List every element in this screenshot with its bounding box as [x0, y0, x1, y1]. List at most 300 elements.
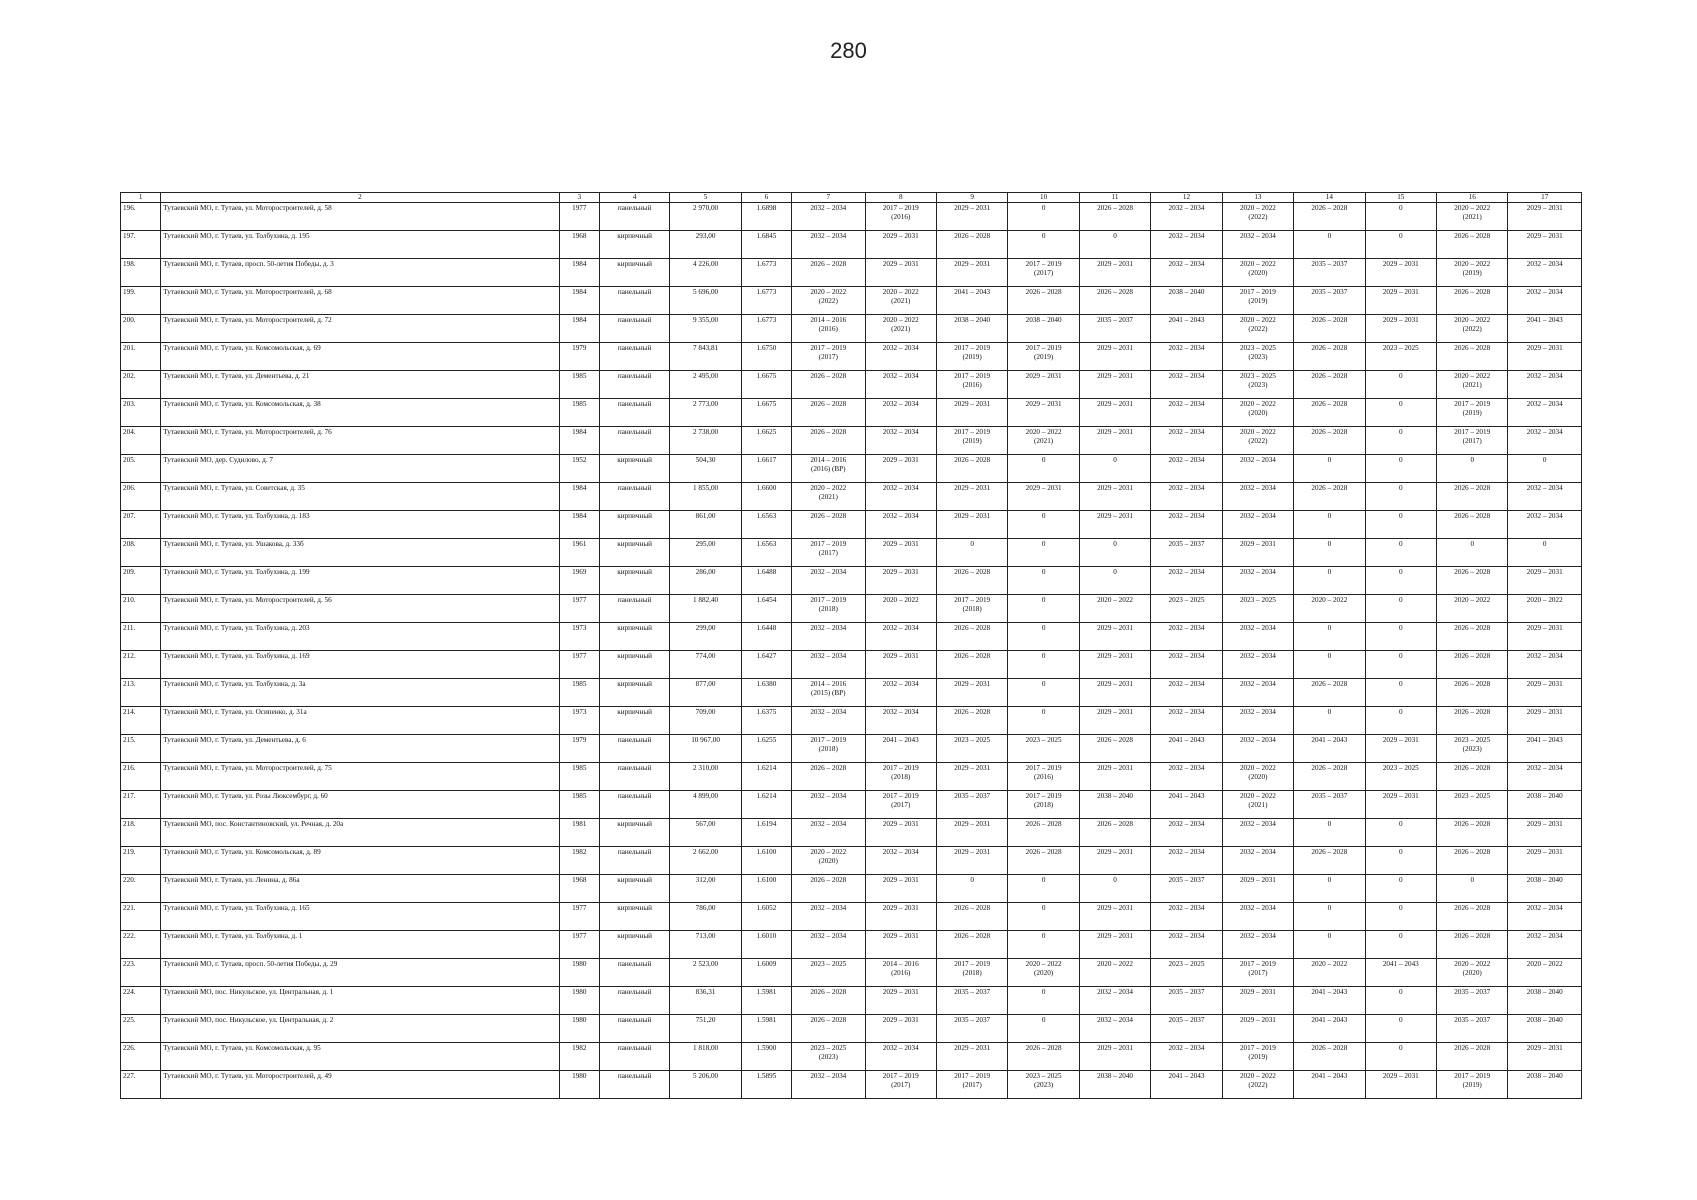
table-cell: 2032 – 2034	[865, 707, 936, 735]
table-cell: 2026 – 2028	[936, 455, 1007, 483]
table-cell: 2014 – 2016 (2016) (ВР)	[792, 455, 865, 483]
table-cell: 1984	[559, 511, 599, 539]
table-cell: 1968	[559, 875, 599, 903]
table-cell: 2029 – 2031	[1079, 259, 1150, 287]
table-cell: 1.6563	[741, 539, 791, 567]
table-cell: 2023 – 2025 (2023)	[1222, 371, 1293, 399]
table-cell: 2026 – 2028	[936, 707, 1007, 735]
table-cell: 2026 – 2028	[1437, 931, 1508, 959]
table-cell: 2032 – 2034	[865, 1043, 936, 1071]
table-cell: 2017 – 2019 (2019)	[1222, 1043, 1293, 1071]
table-cell: 2017 – 2019 (2018)	[792, 595, 865, 623]
table-cell: 2029 – 2031	[1079, 679, 1150, 707]
column-header-12: 12	[1151, 193, 1222, 203]
table-cell: 0	[1294, 567, 1365, 595]
row-number-cell: 204.	[121, 427, 161, 455]
row-number-cell: 207.	[121, 511, 161, 539]
table-cell: 2026 – 2028	[1437, 679, 1508, 707]
table-cell: 1968	[559, 231, 599, 259]
table-cell: 2026 – 2028	[1437, 819, 1508, 847]
table-row	[121, 903, 1582, 931]
table-cell: 0	[1365, 1015, 1436, 1043]
row-number-cell: 208.	[121, 539, 161, 567]
table-cell: 2029 – 2031	[1222, 875, 1293, 903]
table-cell: 2032 – 2034	[1222, 819, 1293, 847]
table-cell: панельный	[599, 987, 669, 1015]
table-cell: 2038 – 2040	[1508, 1015, 1582, 1043]
table-cell: 0	[936, 539, 1007, 567]
table-cell: 2035 – 2037	[1151, 875, 1222, 903]
table-cell: 0	[1365, 679, 1436, 707]
table-cell: 1.6375	[741, 707, 791, 735]
table-row	[121, 287, 1582, 315]
table-cell: 1980	[559, 1071, 599, 1099]
table-cell: 2 523,00	[670, 959, 741, 987]
table-cell: 1984	[559, 427, 599, 455]
table-row	[121, 623, 1582, 651]
address-cell: Тутаевский МО, г. Тутаев, ул. Толбухина, д. 183	[161, 511, 559, 539]
table-cell: 2041 – 2043	[1365, 959, 1436, 987]
table-cell: 2035 – 2037	[1437, 987, 1508, 1015]
table-cell: 1985	[559, 791, 599, 819]
table-cell: 1.6380	[741, 679, 791, 707]
table-cell: 2032 – 2034	[1151, 819, 1222, 847]
table-cell: 2029 – 2031	[1508, 847, 1582, 875]
table-cell: 2029 – 2031	[865, 567, 936, 595]
table-cell: 2026 – 2028	[1437, 763, 1508, 791]
table-cell: панельный	[599, 203, 669, 231]
table-cell: 2032 – 2034	[1151, 763, 1222, 791]
address-cell: Тутаевский МО, г. Тутаев, ул. Толбухина, д. 199	[161, 567, 559, 595]
table-cell: 286,00	[670, 567, 741, 595]
table-cell: 1981	[559, 819, 599, 847]
table-cell: 2029 – 2031	[1079, 931, 1150, 959]
table-cell: 2020 – 2022	[1079, 959, 1150, 987]
table-row	[121, 259, 1582, 287]
table-cell: 1979	[559, 735, 599, 763]
table-cell: панельный	[599, 763, 669, 791]
table-cell: 2026 – 2028	[1008, 819, 1079, 847]
table-cell: 2035 – 2037	[936, 987, 1007, 1015]
table-cell: 2026 – 2028	[792, 763, 865, 791]
table-cell: 2032 – 2034	[865, 847, 936, 875]
table-cell: 0	[1294, 539, 1365, 567]
table-cell: 2023 – 2025	[1222, 595, 1293, 623]
table-cell: 1952	[559, 455, 599, 483]
table-cell: кирпичный	[599, 903, 669, 931]
table-cell: 1985	[559, 763, 599, 791]
table-cell: 2020 – 2022 (2021)	[1222, 791, 1293, 819]
table-row	[121, 455, 1582, 483]
table-cell: 1969	[559, 567, 599, 595]
table-cell: 0	[1365, 847, 1436, 875]
table-cell: 1 818,00	[670, 1043, 741, 1071]
table-cell: 2020 – 2022	[865, 595, 936, 623]
table-cell: 2029 – 2031	[1008, 399, 1079, 427]
table-cell: 2032 – 2034	[1508, 651, 1582, 679]
table-cell: 2032 – 2034	[1508, 259, 1582, 287]
table-cell: 2032 – 2034	[1222, 931, 1293, 959]
table-cell: 2023 – 2025 (2023)	[792, 1043, 865, 1071]
table-cell: 2035 – 2037	[1294, 287, 1365, 315]
address-cell: Тутаевский МО, г. Тутаев, ул. Толбухина, д. 1	[161, 931, 559, 959]
housing-repair-schedule-table	[120, 192, 1582, 1099]
table-cell: 2029 – 2031	[1079, 343, 1150, 371]
table-cell: 1973	[559, 623, 599, 651]
table-cell: 2032 – 2034	[865, 679, 936, 707]
row-number-cell: 206.	[121, 483, 161, 511]
table-cell: 2017 – 2019 (2018)	[936, 595, 1007, 623]
table-cell: 2029 – 2031	[1508, 679, 1582, 707]
table-cell: 2029 – 2031	[936, 847, 1007, 875]
table-cell: панельный	[599, 343, 669, 371]
row-number-cell: 202.	[121, 371, 161, 399]
table-cell: 2029 – 2031	[1508, 1043, 1582, 1071]
table-cell: 2032 – 2034	[1079, 1015, 1150, 1043]
table-cell: 2026 – 2028	[936, 903, 1007, 931]
column-header-1: 1	[121, 193, 161, 203]
table-cell: 2032 – 2034	[792, 651, 865, 679]
table-row	[121, 959, 1582, 987]
table-cell: 2032 – 2034	[1151, 707, 1222, 735]
table-cell: 2029 – 2031	[865, 875, 936, 903]
table-cell: 2029 – 2031	[1079, 847, 1150, 875]
table-row	[121, 819, 1582, 847]
table-cell: 2023 – 2025 (2023)	[1222, 343, 1293, 371]
table-cell: 4 226,00	[670, 259, 741, 287]
table-cell: 2023 – 2025	[936, 735, 1007, 763]
table-cell: 2029 – 2031	[1508, 203, 1582, 231]
row-number-cell: 224.	[121, 987, 161, 1015]
table-cell: 1984	[559, 259, 599, 287]
table-cell: 2029 – 2031	[865, 931, 936, 959]
table-cell: 1.6600	[741, 483, 791, 511]
table-cell: кирпичный	[599, 539, 669, 567]
table-cell: 2026 – 2028	[1437, 231, 1508, 259]
table-cell: 0	[1294, 623, 1365, 651]
table-cell: 0	[1294, 931, 1365, 959]
table-cell: 2029 – 2031	[1079, 399, 1150, 427]
table-cell: 2032 – 2034	[865, 343, 936, 371]
table-cell: 2026 – 2028	[1294, 203, 1365, 231]
table-cell: 1 855,00	[670, 483, 741, 511]
table-cell: кирпичный	[599, 931, 669, 959]
table-row	[121, 707, 1582, 735]
table-cell: кирпичный	[599, 567, 669, 595]
row-number-cell: 201.	[121, 343, 161, 371]
table-cell: 2032 – 2034	[1151, 651, 1222, 679]
table-cell: 0	[1294, 455, 1365, 483]
table-row	[121, 399, 1582, 427]
table-cell: 2035 – 2037	[1294, 259, 1365, 287]
table-cell: 1.6845	[741, 231, 791, 259]
table-cell: 2029 – 2031	[1365, 791, 1436, 819]
table-row	[121, 343, 1582, 371]
address-cell: Тутаевский МО, г. Тутаев, ул. Советская, д. 35	[161, 483, 559, 511]
table-cell: 1977	[559, 203, 599, 231]
table-cell: 2029 – 2031	[936, 399, 1007, 427]
table-cell: 2032 – 2034	[1508, 903, 1582, 931]
column-header-9: 9	[936, 193, 1007, 203]
table-cell: 2026 – 2028	[1437, 623, 1508, 651]
address-cell: Тутаевский МО, г. Тутаев, ул. Дементьева, д. 21	[161, 371, 559, 399]
table-cell: 2026 – 2028	[792, 511, 865, 539]
table-cell: 2032 – 2034	[1508, 287, 1582, 315]
table-cell: 2029 – 2031	[936, 259, 1007, 287]
table-row	[121, 847, 1582, 875]
table-cell: 0	[1365, 455, 1436, 483]
table-cell: 0	[1294, 511, 1365, 539]
table-cell: 2032 – 2034	[1508, 763, 1582, 791]
table-cell: 1.6194	[741, 819, 791, 847]
table-cell: 0	[1365, 427, 1436, 455]
table-cell: 7 843,81	[670, 343, 741, 371]
table-cell: 2032 – 2034	[1222, 483, 1293, 511]
row-number-cell: 205.	[121, 455, 161, 483]
table-cell: панельный	[599, 791, 669, 819]
address-cell: Тутаевский МО, пос. Никульское, ул. Центральная, д. 1	[161, 987, 559, 1015]
table-cell: панельный	[599, 371, 669, 399]
table-cell: 2026 – 2028	[1437, 511, 1508, 539]
table-cell: 0	[1365, 819, 1436, 847]
table-cell: 2032 – 2034	[1151, 231, 1222, 259]
table-cell: кирпичный	[599, 679, 669, 707]
table-cell: 2038 – 2040	[1079, 791, 1150, 819]
table-cell: 1.6214	[741, 763, 791, 791]
table-cell: 0	[1365, 651, 1436, 679]
table-cell: 2029 – 2031	[1508, 567, 1582, 595]
table-cell: кирпичный	[599, 455, 669, 483]
table-cell: 751,20	[670, 1015, 741, 1043]
table-cell: 2026 – 2028	[1437, 1043, 1508, 1071]
table-cell: 0	[1079, 455, 1150, 483]
address-cell: Тутаевский МО, г. Тутаев, ул. Розы Люксембург, д. 60	[161, 791, 559, 819]
table-cell: 2026 – 2028	[792, 875, 865, 903]
address-cell: Тутаевский МО, г. Тутаев, ул. Моторостроителей, д. 56	[161, 595, 559, 623]
table-cell: 2029 – 2031	[936, 819, 1007, 847]
row-number-cell: 225.	[121, 1015, 161, 1043]
address-cell: Тутаевский МО, г. Тутаев, ул. Моторостроителей, д. 72	[161, 315, 559, 343]
table-cell: панельный	[599, 735, 669, 763]
table-cell: 2032 – 2034	[792, 819, 865, 847]
table-cell: 2032 – 2034	[1151, 903, 1222, 931]
table-cell: 1.5981	[741, 987, 791, 1015]
table-cell: 2017 – 2019 (2019)	[1437, 1071, 1508, 1099]
table-cell: 2029 – 2031	[865, 1015, 936, 1043]
table-row	[121, 483, 1582, 511]
table-cell: 2020 – 2022	[1079, 595, 1150, 623]
table-cell: 2014 – 2016 (2016)	[865, 959, 936, 987]
table-cell: 1.6427	[741, 651, 791, 679]
table-cell: 2032 – 2034	[792, 203, 865, 231]
table-row	[121, 567, 1582, 595]
table-cell: 2032 – 2034	[792, 567, 865, 595]
table-cell: 2020 – 2022 (2020)	[1008, 959, 1079, 987]
address-cell: Тутаевский МО, пос. Константиновский, ул. Речная, д. 20а	[161, 819, 559, 847]
table-cell: 0	[1508, 455, 1582, 483]
column-header-8: 8	[865, 193, 936, 203]
table-cell: 2029 – 2031	[1508, 707, 1582, 735]
table-cell: панельный	[599, 315, 669, 343]
table-cell: 2 495,00	[670, 371, 741, 399]
table-cell: 2035 – 2037	[1151, 539, 1222, 567]
table-cell: 0	[1008, 875, 1079, 903]
table-cell: 2020 – 2022 (2021)	[865, 287, 936, 315]
table-cell: 2041 – 2043	[1151, 791, 1222, 819]
table-cell: 2032 – 2034	[792, 623, 865, 651]
table-row	[121, 763, 1582, 791]
table-cell: 2020 – 2022	[1294, 959, 1365, 987]
table-cell: кирпичный	[599, 231, 669, 259]
table-cell: 2041 – 2043	[1508, 735, 1582, 763]
table-cell: 2029 – 2031	[1079, 707, 1150, 735]
table-row	[121, 231, 1582, 259]
address-cell: Тутаевский МО, г. Тутаев, просп. 50-летия Победы, д. 29	[161, 959, 559, 987]
table-cell: 774,00	[670, 651, 741, 679]
table-cell: 2032 – 2034	[792, 707, 865, 735]
table-cell: 1.6100	[741, 847, 791, 875]
table-cell: 2020 – 2022 (2021)	[1437, 203, 1508, 231]
table-cell: 786,00	[670, 903, 741, 931]
table-cell: 2026 – 2028	[936, 623, 1007, 651]
table-cell: 0	[1008, 455, 1079, 483]
address-cell: Тутаевский МО, г. Тутаев, ул. Толбухина, д. 165	[161, 903, 559, 931]
table-cell: 2 970,00	[670, 203, 741, 231]
table-cell: 2026 – 2028	[1437, 483, 1508, 511]
table-cell: 2032 – 2034	[1151, 931, 1222, 959]
table-cell: 2032 – 2034	[865, 623, 936, 651]
table-cell: 2017 – 2019 (2017)	[865, 791, 936, 819]
table-cell: 2029 – 2031	[936, 1043, 1007, 1071]
table-cell: 0	[1008, 931, 1079, 959]
table-cell: 1977	[559, 931, 599, 959]
table-cell: 2017 – 2019 (2019)	[936, 343, 1007, 371]
table-cell: 2017 – 2019 (2018)	[1008, 791, 1079, 819]
address-cell: Тутаевский МО, дер. Судилово, д. 7	[161, 455, 559, 483]
table-cell: 0	[1008, 903, 1079, 931]
row-number-cell: 200.	[121, 315, 161, 343]
table-cell: 2026 – 2028	[1294, 679, 1365, 707]
table-cell: 2041 – 2043	[936, 287, 1007, 315]
table-cell: 2029 – 2031	[936, 763, 1007, 791]
table-cell: 2023 – 2025 (2023)	[1008, 1071, 1079, 1099]
table-cell: 2035 – 2037	[1151, 1015, 1222, 1043]
table-cell: 2032 – 2034	[1508, 483, 1582, 511]
table-cell: 0	[1365, 539, 1436, 567]
table-cell: 2029 – 2031	[865, 539, 936, 567]
table-cell: 2029 – 2031	[1079, 903, 1150, 931]
table-cell: 0	[1294, 875, 1365, 903]
table-cell: 2026 – 2028	[792, 371, 865, 399]
table-cell: 2029 – 2031	[1508, 623, 1582, 651]
table-cell: 1.6773	[741, 315, 791, 343]
column-header-14: 14	[1294, 193, 1365, 203]
table-cell: 2023 – 2025	[1365, 343, 1436, 371]
column-header-4: 4	[599, 193, 669, 203]
table-cell: 2032 – 2034	[1151, 399, 1222, 427]
table-cell: 0	[1437, 455, 1508, 483]
row-number-cell: 217.	[121, 791, 161, 819]
table-cell: 2029 – 2031	[1079, 651, 1150, 679]
table-row	[121, 791, 1582, 819]
table-cell: 1980	[559, 1015, 599, 1043]
table-cell: 1.6052	[741, 903, 791, 931]
row-number-cell: 197.	[121, 231, 161, 259]
table-cell: 2017 – 2019 (2019)	[936, 427, 1007, 455]
table-cell: 2032 – 2034	[1222, 903, 1293, 931]
address-cell: Тутаевский МО, г. Тутаев, ул. Моторостроителей, д. 49	[161, 1071, 559, 1099]
table-cell: 2017 – 2019 (2016)	[1008, 763, 1079, 791]
table-cell: 0	[1508, 539, 1582, 567]
table-cell: 2017 – 2019 (2017)	[1222, 959, 1293, 987]
table-row	[121, 595, 1582, 623]
table-cell: 2026 – 2028	[1079, 735, 1150, 763]
table-cell: 2032 – 2034	[865, 483, 936, 511]
table-cell: 1.6617	[741, 455, 791, 483]
table-cell: панельный	[599, 1015, 669, 1043]
table-cell: 2017 – 2019 (2018)	[865, 763, 936, 791]
table-cell: 2023 – 2025	[1437, 791, 1508, 819]
table-cell: 2026 – 2028	[1437, 567, 1508, 595]
table-row	[121, 511, 1582, 539]
table-cell: 2032 – 2034	[1508, 399, 1582, 427]
column-header-7: 7	[792, 193, 865, 203]
table-cell: 2026 – 2028	[1008, 847, 1079, 875]
table-row	[121, 931, 1582, 959]
table-cell: 567,00	[670, 819, 741, 847]
table-cell: 2020 – 2022 (2020)	[1222, 259, 1293, 287]
table-cell: 5 696,00	[670, 287, 741, 315]
table-cell: 504,30	[670, 455, 741, 483]
table-cell: 2026 – 2028	[1437, 343, 1508, 371]
table-cell: 1.6488	[741, 567, 791, 595]
table-cell: 2032 – 2034	[1079, 987, 1150, 1015]
table-cell: 2032 – 2034	[1151, 511, 1222, 539]
table-cell: 0	[1294, 231, 1365, 259]
table-cell: 2032 – 2034	[1222, 735, 1293, 763]
table-cell: 2029 – 2031	[865, 819, 936, 847]
table-cell: 2023 – 2025	[1365, 763, 1436, 791]
table-cell: 2032 – 2034	[1508, 427, 1582, 455]
row-number-cell: 196.	[121, 203, 161, 231]
table-cell: 2023 – 2025	[1008, 735, 1079, 763]
row-number-cell: 215.	[121, 735, 161, 763]
table-row	[121, 735, 1582, 763]
table-cell: 2026 – 2028	[936, 567, 1007, 595]
table-cell: 2026 – 2028	[936, 231, 1007, 259]
table-cell: 2038 – 2040	[1079, 1071, 1150, 1099]
table-cell: 0	[1365, 567, 1436, 595]
table-cell: 2029 – 2031	[1079, 1043, 1150, 1071]
page-number: 280	[830, 38, 867, 63]
table-cell: 2026 – 2028	[792, 259, 865, 287]
table-cell: 0	[1294, 903, 1365, 931]
table-cell: 0	[1365, 399, 1436, 427]
address-cell: Тутаевский МО, г. Тутаев, ул. Дементьева, д. 6	[161, 735, 559, 763]
table-cell: 709,00	[670, 707, 741, 735]
column-header-6: 6	[741, 193, 791, 203]
table-cell: 0	[1008, 203, 1079, 231]
table-cell: 1.6898	[741, 203, 791, 231]
table-row	[121, 1071, 1582, 1099]
row-number-cell: 198.	[121, 259, 161, 287]
table-cell: 2041 – 2043	[1151, 735, 1222, 763]
table-cell: 2032 – 2034	[1151, 203, 1222, 231]
table-row	[121, 875, 1582, 903]
table-cell: 1979	[559, 343, 599, 371]
table-cell: 0	[1008, 987, 1079, 1015]
table-cell: 2041 – 2043	[1294, 1071, 1365, 1099]
